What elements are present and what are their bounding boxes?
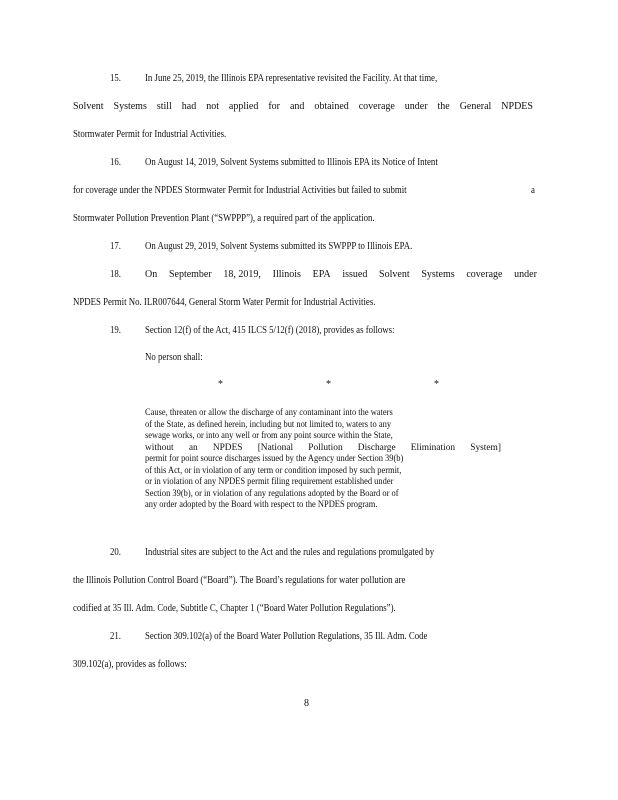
word: NPDES <box>501 101 533 112</box>
paragraph-20-line-1: Industrial sites are subject to the Act and the rules and regulations promulgated by <box>145 547 435 558</box>
word: Solvent <box>73 101 104 112</box>
paragraph-18-line-2: NPDES Permit No. ILR007644, General Storm Water Permit for Industrial Activities. <box>73 297 376 308</box>
paragraph-21-line-2: 309.102(a), provides as follows: <box>73 659 187 670</box>
omission-star: * <box>434 379 439 390</box>
paragraph-number: 17. <box>110 241 121 252</box>
block-quote-line: Cause, threaten or allow the discharge of any contaminant into the waters <box>145 408 393 418</box>
paragraph-number: 15. <box>110 73 121 84</box>
word: EPA <box>312 269 331 280</box>
block-quote-line: Section 39(b), or in violation of any regulations adopted by the Board or of <box>145 488 399 499</box>
word: issued <box>342 269 368 280</box>
word: System] <box>470 442 501 453</box>
paragraph-19-line-2: No person shall: <box>145 352 203 363</box>
block-quote-line: or in violation of any NPDES permit filing requirement established under <box>145 477 394 487</box>
word: 18, 2019, <box>223 269 261 280</box>
word: coverage <box>466 269 503 280</box>
paragraph-20-line-2: the Illinois Pollution Control Board (“Board”). The Board’s regulations for water pollution are <box>73 575 406 586</box>
word: obtained <box>314 101 349 112</box>
block-quote-line: sewage works, or into any well or from any point source within the State, <box>145 431 393 441</box>
word: General <box>459 101 492 112</box>
word: [National <box>257 442 294 453</box>
word: coverage <box>358 101 395 112</box>
paragraph-16-line-2-end: a <box>531 185 535 196</box>
word: under <box>404 101 428 112</box>
word: On <box>145 269 158 280</box>
word: Illinois <box>272 269 301 280</box>
block-quote-line: permit for point source discharges issued by the Agency under Section 39(b) <box>145 454 404 464</box>
word: applied <box>228 101 259 112</box>
word: Elimination <box>410 442 456 453</box>
block-quote-line: of this Act, or in violation of any term or condition imposed by such permit, <box>145 465 402 476</box>
word: had <box>181 101 197 112</box>
page-number: 8 <box>304 698 309 709</box>
word: under <box>514 269 537 280</box>
block-quote-line <box>145 443 501 455</box>
paragraph-19-line-1: Section 12(f) of the Act, 415 ILCS 5/12(f) (2018), provides as follows: <box>145 325 395 336</box>
paragraph-20-line-3: codified at 35 Ill. Adm. Code, Subtitle C, Chapter 1 (“Board Water Pollution Regulations”). <box>73 603 396 614</box>
paragraph-16-line-3: Stormwater Pollution Prevention Plant (“SWPPP”), a required part of the application. <box>73 213 375 224</box>
word: still <box>156 101 172 112</box>
omission-star: * <box>218 379 223 390</box>
word: Systems <box>421 269 455 280</box>
paragraph-15-line-2 <box>73 101 533 113</box>
word: for <box>268 101 280 112</box>
paragraph-number: 21. <box>110 631 121 642</box>
word: not <box>206 101 219 112</box>
word: an <box>188 442 198 453</box>
word: and <box>289 101 305 112</box>
paragraph-15-line-1: In June 25, 2019, the Illinois EPA representative revisited the Facility. At that time, <box>145 73 438 84</box>
word: the <box>437 101 450 112</box>
paragraph-18-line-1 <box>145 269 537 281</box>
word: Systems <box>113 101 147 112</box>
word: NPDES <box>212 442 243 453</box>
word: September <box>168 269 212 280</box>
paragraph-16-line-2: for coverage under the NPDES Stormwater Permit for Industrial Activities but failed to submit <box>73 185 407 196</box>
word: Pollution <box>308 442 343 453</box>
paragraph-number: 16. <box>110 157 121 168</box>
paragraph-number: 18. <box>110 269 121 280</box>
paragraph-15-line-3: Stormwater Permit for Industrial Activities. <box>73 129 227 140</box>
paragraph-16-line-1: On August 14, 2019, Solvent Systems submitted to Illinois EPA its Notice of Intent <box>145 157 438 168</box>
omission-star: * <box>326 379 331 390</box>
word: Discharge <box>357 442 396 453</box>
word: Solvent <box>379 269 410 280</box>
paragraph-21-line-1: Section 309.102(a) of the Board Water Pollution Regulations, 35 Ill. Adm. Code <box>145 631 428 642</box>
word: without <box>145 442 174 453</box>
block-quote-line: any order adopted by the Board with respect to the NPDES program. <box>145 500 378 510</box>
paragraph-number: 19. <box>110 325 121 336</box>
paragraph-17-line-1: On August 29, 2019, Solvent Systems submitted its SWPPP to Illinois EPA. <box>145 241 413 252</box>
block-quote-line: of the State, as defined herein, including but not limited to, waters to any <box>145 419 392 430</box>
paragraph-number: 20. <box>110 547 121 558</box>
